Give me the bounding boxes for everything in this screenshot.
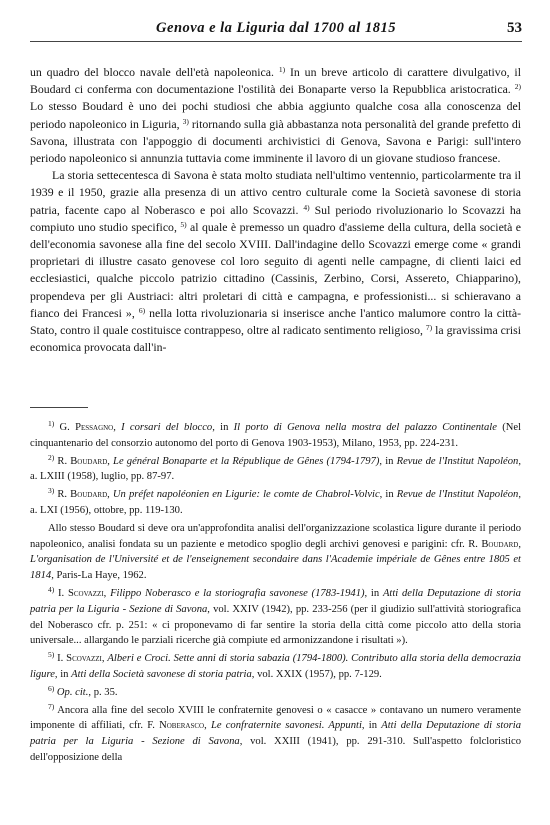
main-text <box>30 64 521 356</box>
text-run: Allo stesso Boudard si deve ora un'approfondita analisi dell'organizzazione scolastica ligure durante il periodo napoleonico, analisi fondata su un paziente e metodico spoglio degli archivi genovesi e parigini: cfr. <box>30 522 521 550</box>
footnote-ref: 7) <box>425 323 433 333</box>
text-run: al quale è premesso un quadro d'assieme della cultura, della società e dell'economia savonese alla fine del secolo XVIII. Dall'indagine dello Scovazzi emerge come « grandi proprietari di illustre casato genovese col loro seguito di agenti nelle campagne, di clienti laici ed ecclesiastici, qualche piccolo patrizio cittadino (Cassinis, Zerbino, Corsi, Assereto, Chiapparino), propendeva per gli Austriaci: altri proletari di città e campagna, e professionisti... si schieravano a fianco dei Francesi », <box>30 219 521 320</box>
footnote-number: 1) <box>48 419 55 428</box>
text-run: , p. 35. <box>88 686 118 698</box>
footnote-number: 7) <box>48 701 55 711</box>
text-run: nella lotta rivoluzionaria si inserisce anche l'antico malumore contro la città-Stato, contro il quale costituisce contrappeso, oltre al radicato sentimento religioso, <box>30 305 521 338</box>
footnote-7 <box>30 703 521 766</box>
footnote-number: 3) <box>48 486 55 496</box>
footnote-3-continuation <box>30 521 521 584</box>
footnote-number: 6) <box>48 683 55 693</box>
footnote-ref: 6) <box>138 305 146 315</box>
text-run: In un breve articolo di carattere divulgativo, il Boudard ci conferma con documentazione l'ostilità dei Bonaparte verso la Repubblica aristocratica. <box>30 65 521 97</box>
footnote-title: Alberi e Croci. Sette anni di storia sabazia (1794-1800). Contributo alla storia della democrazia ligure <box>30 653 521 680</box>
text-run: un quadro del blocco navale dell'età napoleonica. <box>30 65 279 79</box>
footnote-ref: 1) <box>278 65 286 74</box>
footnote-author: I. Scovazzi, <box>57 653 105 665</box>
running-title: Genova e la Liguria dal 1700 al 1815 <box>156 20 396 36</box>
footnotes <box>30 420 521 768</box>
footnote-3 <box>30 487 521 519</box>
footnote-ref: 2) <box>514 82 521 92</box>
footnote-ref: 3) <box>182 116 189 126</box>
footnote-author: R. Boudard, <box>57 489 110 501</box>
text-run: , Paris-La Haye, 1962. <box>51 570 147 582</box>
footnote-number: 2) <box>48 452 55 462</box>
paragraph <box>30 167 521 356</box>
footnote-title: Un préfet napoléonien en Ligurie: le comte de Chabrol-Volvic <box>112 489 380 501</box>
text-run: , in <box>361 720 382 732</box>
footnote-ref: 4) <box>303 202 310 212</box>
text-run: La storia settecentesca di Savona è stata molto studiata nell'ultimo ventennio, particolarmente tra il 1939 e il 1950, grazie alla presenza di un attivo centro culturale come la Società savonese di storia patria, facente capo al Noberasco e poi allo Scovazzi. <box>30 168 521 217</box>
footnote-title: I corsari del blocco <box>121 422 213 433</box>
text-run: , in <box>379 489 397 501</box>
footnote-rule <box>30 407 88 408</box>
footnote-title: Le confraternite savonesi. Appunti <box>210 720 362 732</box>
footnote-number: 5) <box>48 650 55 660</box>
footnote-author: G. Pessagno, <box>59 422 116 433</box>
footnote-title: L'organisation de l'Université et de l'enseignement secondaire dans l'Academie impériale de Gênes entre 1805 et 1814 <box>30 554 521 582</box>
footnote-source: Il porto di Genova nella mostra del palazzo Continentale <box>233 422 497 433</box>
footnote-author: R. Boudard, <box>57 455 110 467</box>
text-run: (Nel cinquantenario del consorzio autonomo del porto di Genova 1903-1953), Milano, 1953, pp. 224-231. <box>30 422 522 449</box>
text-run: , vol. XXIII (1941), pp. 291-310. Sull'aspetto folcloristico dell'opposizione della <box>30 736 521 763</box>
footnote-ref: 5) <box>180 219 187 229</box>
page-number: 53 <box>507 20 522 36</box>
text-run: , in <box>54 668 72 680</box>
footnote-author: F. Noberasco, <box>147 720 207 732</box>
text-run: , in <box>364 587 383 599</box>
footnote-source: Revue de l'Institut Napoléon <box>396 455 519 467</box>
footnote-source: Atti della Deputazione di storia patria per la Liguria - Sezione di Savona <box>30 587 521 615</box>
paragraph <box>30 64 521 167</box>
footnote-title: Op. cit. <box>56 686 89 698</box>
footnote-source: Revue de l'Institut Napoléon <box>396 489 519 501</box>
footnote-source: Atti della Società savonese di storia patria <box>71 668 252 680</box>
header-rule <box>30 41 522 42</box>
footnote-title: Le général Bonaparte et la République de Gênes (1794-1797) <box>113 455 380 467</box>
footnote-number: 4) <box>48 584 55 594</box>
footnote-1 <box>30 420 521 452</box>
text-run: , in <box>212 422 234 433</box>
footnote-5 <box>30 651 521 683</box>
text-run: ritornando sulla già abbastanza nota personalità del grande prefetto di Savona, illustrata con l'appoggio di documenti archivistici di Genova, Savona e Parigi: sull'intero periodo napoleonico si annunzia tuttavia come imminente il lavoro di un giovane studioso francese. <box>30 116 521 166</box>
text-run: la gravissima crisi economica provocata dall'in- <box>30 323 521 355</box>
footnote-author: I. Scovazzi, <box>58 587 107 599</box>
footnote-4 <box>30 586 521 649</box>
footnote-2 <box>30 454 521 486</box>
text-run: , a. LXIII (1958), luglio, pp. 87-97. <box>30 455 521 483</box>
text-run: Sul periodo rivoluzionario lo Scovazzi ha compiuto uno studio specifico, <box>30 202 521 234</box>
footnote-author: R. Boudard, <box>468 538 521 550</box>
text-run: , in <box>379 455 397 467</box>
text-run: Ancora alla fine del secolo XVIII le confraternite genovesi o « casacce » contavano un numero veramente imponente di affiliati, cfr. <box>30 704 521 732</box>
running-header <box>30 20 522 42</box>
footnote-source: Atti della Deputazione di storia patria per la Liguria - Sezione di Savona <box>30 720 522 748</box>
text-run: , a. LXI (1956), ottobre, pp. 119-130. <box>30 489 521 516</box>
footnote-6 <box>30 685 521 701</box>
text-run: , vol. XXIV (1942), pp. 233-256 (per il giudizio sull'attività storiografica del Noberasco cfr. p. 251: « ci proponevamo di far sentire la storia della città come piccolo atto della storia universale... allargando le parziali ricerche già compiute ed armonizzandone i risultati »). <box>30 603 521 647</box>
text-run: Lo stesso Boudard è uno dei pochi studiosi che abbia aggiunto qualche cosa alla conoscenza del periodo napoleonico in Liguria, <box>30 99 521 131</box>
footnote-title: Filippo Noberasco e la storiografia savonese (1783-1941) <box>110 587 365 599</box>
text-run: , vol. XXIX (1957), pp. 7-129. <box>251 668 382 680</box>
